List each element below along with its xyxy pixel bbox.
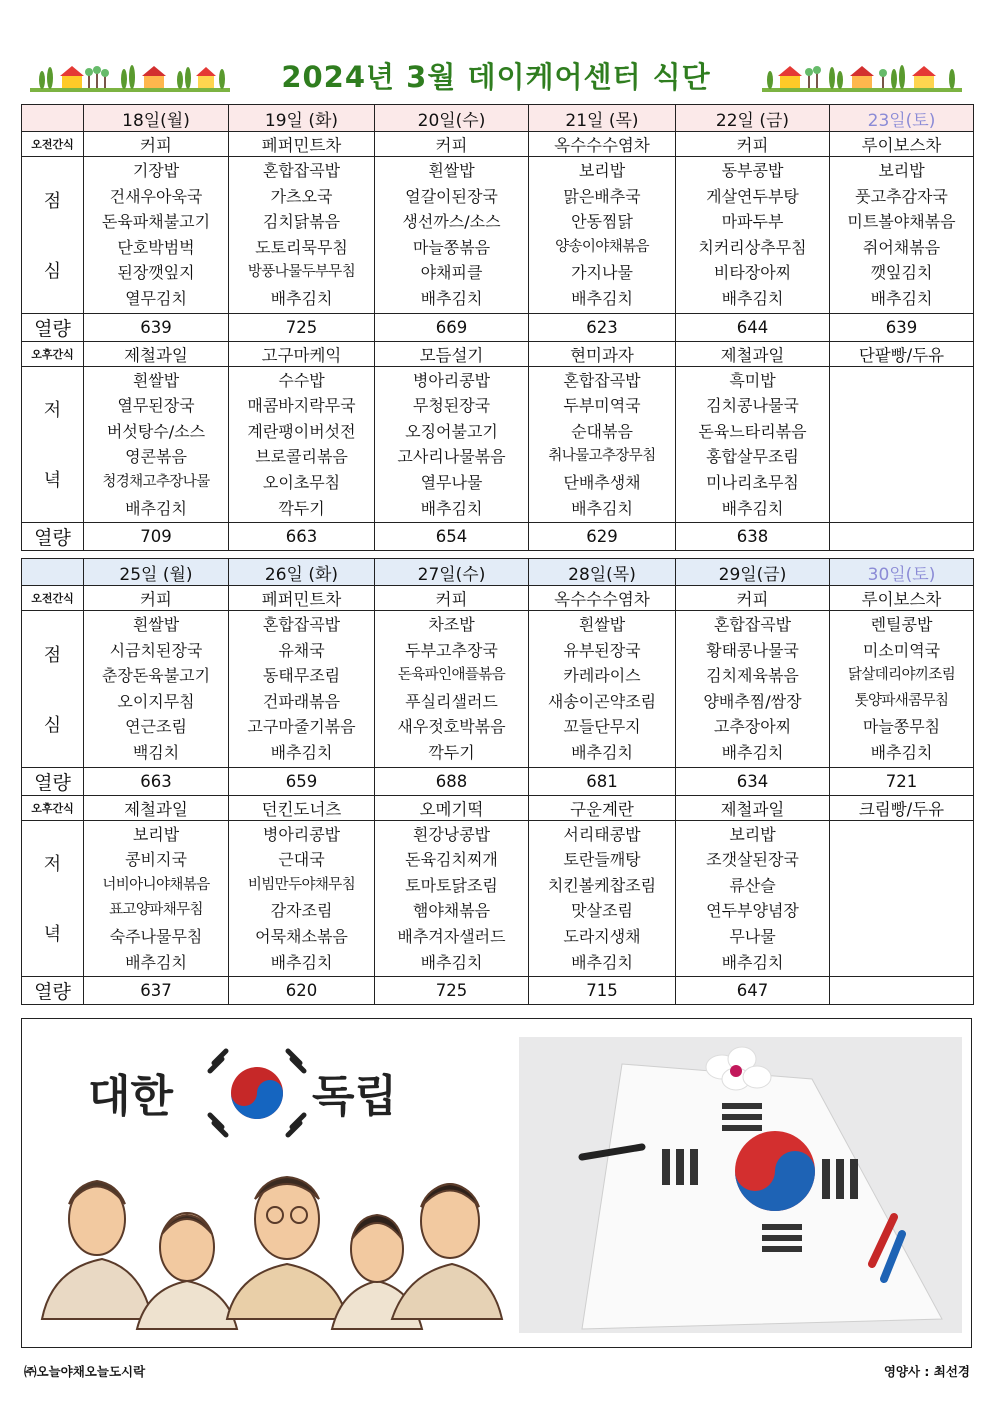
kcal-cell: 709: [84, 523, 229, 551]
dinner-row: [22, 820, 974, 977]
kcal-cell: 669: [375, 313, 529, 341]
morning-snack-cell: 옥수수수염차: [529, 586, 676, 611]
afternoon-snack-label: 오후간식: [22, 341, 84, 366]
taegeuk-icon: [210, 1051, 304, 1135]
dinner-cell: 혼합잡곡밥 두부미역국 순대볶음 취나물고추장무침 단배추생채 배추김치: [529, 366, 676, 523]
page-title: 2024년 3월 데이케어센터 식단: [281, 59, 711, 94]
kcal-cell: 681: [529, 767, 676, 795]
morning-snack-cell: 커피: [84, 586, 229, 611]
date-header: 18일(월): [84, 105, 229, 132]
lunch-cell: 보리밥 맑은배추국 안동찜닭 양송이야채볶음 가지나물 배추김치: [529, 157, 676, 314]
morning-snack-label: 오전간식: [22, 586, 84, 611]
afternoon-snack-cell: 구운계란: [529, 795, 676, 820]
lunch-cell: 보리밥 풋고추감자국 미트볼야채볶음 쥐어채볶음 깻잎김치 배추김치: [830, 157, 974, 314]
morning-snack-cell: 커피: [676, 586, 830, 611]
morning-snack-cell: 페퍼민트차: [229, 586, 375, 611]
independence-activists-illustration-icon: [42, 1177, 502, 1329]
dinner-cell: 병아리콩밥 무청된장국 오징어불고기 고사리나물볶음 열무나물 배추김치: [375, 366, 529, 523]
dinner-cell: 흰쌀밥 열무된장국 버섯탕수/소스 영콘볶음 청경채고추장나물 배추김치: [84, 366, 229, 523]
kcal-cell: 620: [229, 977, 375, 1005]
afternoon-snack-row: [22, 795, 974, 820]
village-decoration-icon: [30, 58, 230, 94]
menu-table-week-2: [21, 558, 974, 1005]
afternoon-snack-cell: 크림빵/두유: [830, 795, 974, 820]
afternoon-snack-cell: 제철과일: [84, 795, 229, 820]
dinner-cell: 흰강낭콩밥 돈육김치찌개 토마토닭조림 햄야채볶음 배추겨자샐러드 배추김치: [375, 820, 529, 977]
afternoon-snack-cell: 오메기떡: [375, 795, 529, 820]
kcal-label: 열량: [22, 767, 84, 795]
illustration-panel: [21, 1018, 972, 1348]
lunch-cell: 혼합잡곡밥 유채국 동태무조림 건파래볶음 고구마줄기볶음 배추김치: [229, 611, 375, 768]
kcal-cell: 647: [676, 977, 830, 1005]
kcal-cell: 721: [830, 767, 974, 795]
kcal-cell: [830, 977, 974, 1005]
header-blank: [22, 559, 84, 586]
dinner-kcal-row: [22, 523, 974, 551]
morning-snack-row: [22, 586, 974, 611]
kcal-cell: [830, 523, 974, 551]
date-header-saturday: 23일(토): [830, 105, 974, 132]
afternoon-snack-cell: 제철과일: [676, 341, 830, 366]
morning-snack-label: 오전간식: [22, 132, 84, 157]
lunch-cell: 렌틸콩밥 미소미역국 닭살데리야끼조림 톳양파새콤무침 마늘쫑무침 배추김치: [830, 611, 974, 768]
date-header: 22일 (금): [676, 105, 830, 132]
kcal-cell: 659: [229, 767, 375, 795]
afternoon-snack-cell: 고구마케익: [229, 341, 375, 366]
afternoon-snack-cell: 현미과자: [529, 341, 676, 366]
lunch-cell: 흰쌀밥 유부된장국 카레라이스 새송이곤약조림 꼬들단무지 배추김치: [529, 611, 676, 768]
dinner-row: [22, 366, 974, 523]
kcal-cell: 639: [84, 313, 229, 341]
dinner-kcal-row: [22, 977, 974, 1005]
kcal-cell: 644: [676, 313, 830, 341]
dinner-label: 저 녁: [22, 820, 84, 977]
morning-snack-cell: 루이보스차: [830, 586, 974, 611]
lunch-kcal-row: [22, 313, 974, 341]
kcal-cell: 688: [375, 767, 529, 795]
lunch-row: [22, 611, 974, 768]
lunch-cell: 동부콩밥 게살연두부탕 마파두부 치커리상추무침 비타장아찌 배추김치: [676, 157, 830, 314]
kcal-cell: 637: [84, 977, 229, 1005]
company-name: ㈜오늘야채오늘도시락: [24, 1364, 146, 1379]
dinner-cell-empty: [830, 366, 974, 523]
kcal-cell: 623: [529, 313, 676, 341]
kcal-cell: 629: [529, 523, 676, 551]
date-header: 29일(금): [676, 559, 830, 586]
lunch-label: 점 심: [22, 157, 84, 314]
dinner-cell: 보리밥 조갯살된장국 류산슬 연두부양념장 무나물 배추김치: [676, 820, 830, 977]
date-header: 19일 (화): [229, 105, 375, 132]
dinner-cell: 서리태콩밥 토란들깨탕 치킨볼케찹조림 맛살조림 도라지생채 배추김치: [529, 820, 676, 977]
menu-table-week-1: [21, 104, 974, 551]
morning-snack-cell: 커피: [84, 132, 229, 157]
afternoon-snack-cell: 모듬설기: [375, 341, 529, 366]
date-header: 28일(목): [529, 559, 676, 586]
kcal-cell: 638: [676, 523, 830, 551]
lunch-cell: 차조밥 두부고추장국 돈육파인애플볶음 푸실리샐러드 새우젓호박볶음 깍두기: [375, 611, 529, 768]
morning-snack-cell: 커피: [375, 132, 529, 157]
morning-snack-cell: 커피: [676, 132, 830, 157]
kcal-cell: 663: [84, 767, 229, 795]
dinner-cell: 수수밥 매콤바지락무국 계란팽이버섯전 브로콜리볶음 오이초무침 깍두기: [229, 366, 375, 523]
logo-text-left: 대한: [88, 1071, 174, 1122]
date-header: 25일 (월): [84, 559, 229, 586]
dietitian-name: 영양사 : 최선경: [883, 1364, 970, 1379]
morning-snack-cell: 커피: [375, 586, 529, 611]
kcal-cell: 663: [229, 523, 375, 551]
afternoon-snack-cell: 단팥빵/두유: [830, 341, 974, 366]
kcal-label: 열량: [22, 977, 84, 1005]
lunch-cell: 흰쌀밥 얼갈이된장국 생선까스/소스 마늘쫑볶음 야채피클 배추김치: [375, 157, 529, 314]
dinner-cell: 흑미밥 김치콩나물국 돈육느타리볶음 홍합살무조림 미나리초무침 배추김치: [676, 366, 830, 523]
dinner-label: 저 녁: [22, 366, 84, 523]
lunch-label: 점 심: [22, 611, 84, 768]
lunch-cell: 흰쌀밥 시금치된장국 춘장돈육불고기 오이지무침 연근조림 백김치: [84, 611, 229, 768]
afternoon-snack-cell: 제철과일: [84, 341, 229, 366]
date-header-row: [22, 559, 974, 586]
morning-snack-row: [22, 132, 974, 157]
afternoon-snack-row: [22, 341, 974, 366]
kcal-label: 열량: [22, 523, 84, 551]
title-row: [20, 50, 972, 100]
kcal-cell: 639: [830, 313, 974, 341]
date-header: 27일(수): [375, 559, 529, 586]
kcal-cell: 634: [676, 767, 830, 795]
date-header: 20일(수): [375, 105, 529, 132]
dinner-cell: 병아리콩밥 근대국 비빔만두야채무침 감자조림 어묵채소볶음 배추김치: [229, 820, 375, 977]
kcal-label: 열량: [22, 313, 84, 341]
morning-snack-cell: 옥수수수염차: [529, 132, 676, 157]
lunch-cell: 기장밥 건새우아욱국 돈육파채불고기 단호박범벅 된장깻잎지 열무김치: [84, 157, 229, 314]
village-decoration-icon: [762, 58, 962, 94]
lunch-row: [22, 157, 974, 314]
dinner-cell-empty: [830, 820, 974, 977]
dinner-cell: 보리밥 콩비지국 너비아니야채볶음 표고양파채무침 숙주나물무침 배추김치: [84, 820, 229, 977]
header-blank: [22, 105, 84, 132]
afternoon-snack-cell: 제철과일: [676, 795, 830, 820]
kcal-cell: 725: [375, 977, 529, 1005]
morning-snack-cell: 루이보스차: [830, 132, 974, 157]
date-header-saturday: 30일(토): [830, 559, 974, 586]
morning-snack-cell: 페퍼민트차: [229, 132, 375, 157]
lunch-kcal-row: [22, 767, 974, 795]
flag-drawing-photo-icon: [519, 1037, 962, 1333]
kcal-cell: 654: [375, 523, 529, 551]
date-header: 26일 (화): [229, 559, 375, 586]
independence-illustration: [22, 1019, 971, 1347]
kcal-cell: 715: [529, 977, 676, 1005]
afternoon-snack-cell: 던킨도너츠: [229, 795, 375, 820]
date-header-row: [22, 105, 974, 132]
logo-text-right: 독립: [312, 1071, 398, 1122]
lunch-cell: 혼합잡곡밥 황태콩나물국 김치제육볶음 양배추찜/쌈장 고추장아찌 배추김치: [676, 611, 830, 768]
date-header: 21일 (목): [529, 105, 676, 132]
lunch-cell: 혼합잡곡밥 가츠오국 김치닭볶음 도토리묵무침 방풍나물두부무침 배추김치: [229, 157, 375, 314]
kcal-cell: 725: [229, 313, 375, 341]
afternoon-snack-label: 오후간식: [22, 795, 84, 820]
